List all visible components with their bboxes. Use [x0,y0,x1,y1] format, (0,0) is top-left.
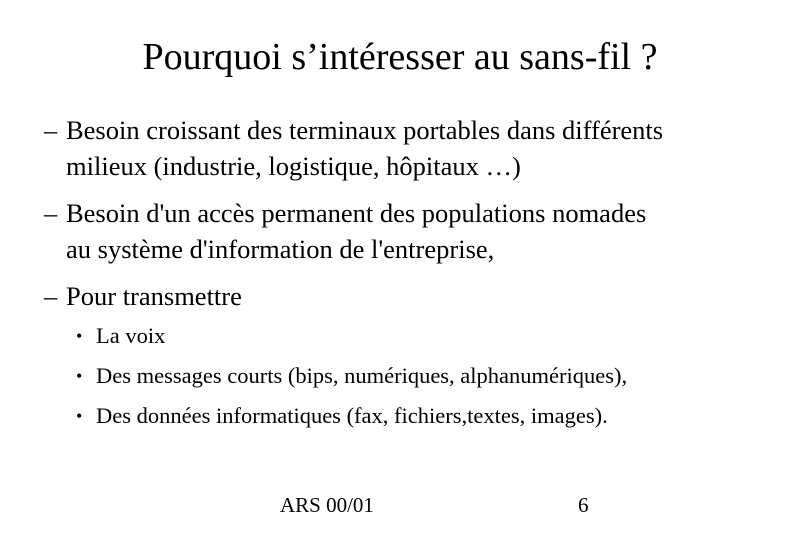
dash-marker: – [44,198,58,228]
subbullet-messages-courts [76,362,628,390]
dot-marker: • [76,326,83,346]
footer-page-number: 6 [578,493,589,517]
bullet-transmettre [44,278,242,314]
bullet-line: milieux (industrie, logistique, hôpitaux …) [66,151,521,181]
subbullet-donnees [76,402,608,430]
dash-marker: – [44,115,58,145]
bullet-line: Besoin d'un accès permanent des populations nomades [66,198,647,228]
subbullet-text: La voix [96,323,166,348]
dot-marker: • [76,366,83,386]
bullet-acces-permanent [44,195,647,267]
dash-marker: – [44,281,58,311]
footer-course: ARS 00/01 [280,493,374,517]
subbullet-text: Des données informatiques (fax, fichiers,textes, images). [96,403,608,428]
subbullet-voix [76,322,166,350]
dot-marker: • [76,406,83,426]
slide-title: Pourquoi s’intéresser au sans-fil ? [142,36,658,78]
bullet-line: Pour transmettre [66,281,242,311]
bullet-line: Besoin croissant des terminaux portables dans différents [66,115,664,145]
bullet-terminaux [44,112,664,184]
bullet-line: au système d'information de l'entreprise, [66,234,495,264]
subbullet-text: Des messages courts (bips, numériques, alphanumériques), [96,363,628,388]
